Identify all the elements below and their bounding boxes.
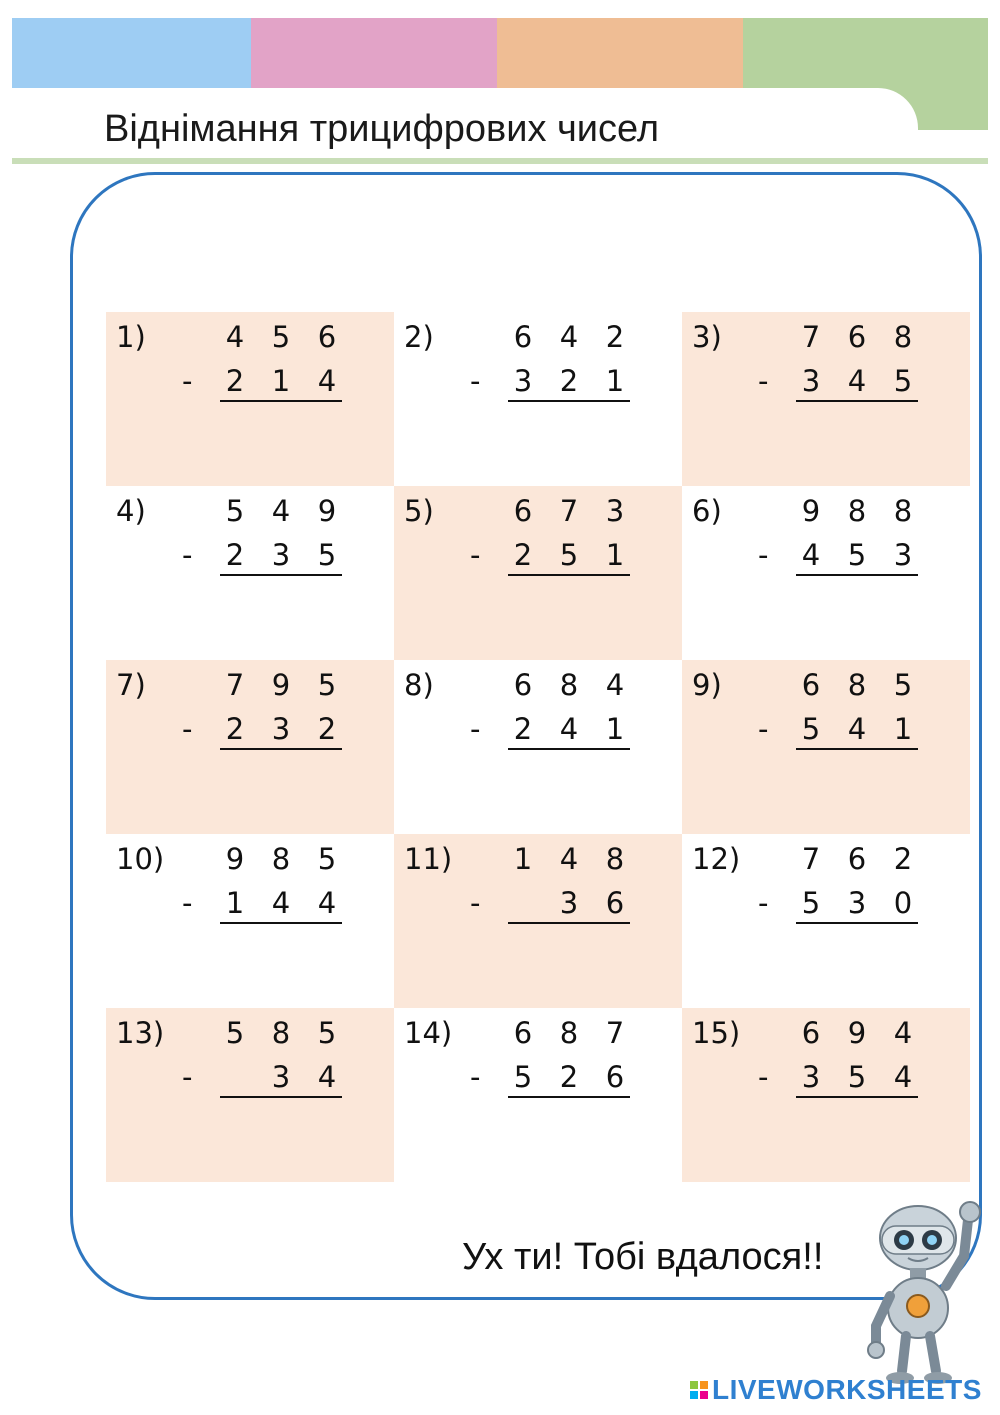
problem-number: 10) bbox=[116, 842, 165, 876]
minuend bbox=[796, 668, 918, 702]
problem-cell bbox=[106, 486, 394, 660]
minuend-digit: 7 bbox=[801, 320, 821, 354]
subtrahend-digit: 5 bbox=[317, 538, 337, 572]
subtrahend-digit: 1 bbox=[605, 712, 625, 746]
minuend-digit: 7 bbox=[801, 842, 821, 876]
minuend-digit: 5 bbox=[271, 320, 291, 354]
subtrahend-digit: 3 bbox=[559, 886, 579, 920]
subtrahend-digit: 5 bbox=[513, 1060, 533, 1094]
minuend-digit: 8 bbox=[271, 842, 291, 876]
header-strip-pink bbox=[251, 18, 497, 88]
minuend-digit: 9 bbox=[847, 1016, 867, 1050]
minuend bbox=[220, 1016, 342, 1050]
minuend bbox=[508, 842, 630, 876]
problem-cell bbox=[682, 660, 970, 834]
minuend-digit: 8 bbox=[893, 320, 913, 354]
subtrahend bbox=[508, 1060, 630, 1098]
subtrahend-digit: 0 bbox=[893, 886, 913, 920]
problem-cell bbox=[394, 1008, 682, 1182]
minuend bbox=[220, 494, 342, 528]
subtrahend-digit: 4 bbox=[847, 712, 867, 746]
minuend-digit: 9 bbox=[801, 494, 821, 528]
subtrahend-digit: 2 bbox=[225, 538, 245, 572]
page-title: Віднімання трицифрових чисел bbox=[104, 108, 660, 150]
minuend-digit: 2 bbox=[893, 842, 913, 876]
problem-number: 6) bbox=[692, 494, 722, 528]
problem-number: 13) bbox=[116, 1016, 165, 1050]
minus-sign: - bbox=[470, 538, 481, 572]
minuend-digit: 5 bbox=[317, 1016, 337, 1050]
minuend bbox=[220, 668, 342, 702]
minus-sign: - bbox=[182, 538, 193, 572]
minuend bbox=[508, 320, 630, 354]
minuend-digit: 4 bbox=[559, 842, 579, 876]
minus-sign: - bbox=[470, 712, 481, 746]
subtrahend bbox=[508, 886, 630, 924]
subtrahend-digit: 5 bbox=[847, 1060, 867, 1094]
minus-sign: - bbox=[182, 886, 193, 920]
problem-cell bbox=[394, 660, 682, 834]
subtrahend bbox=[508, 364, 630, 402]
subtrahend-digit: 4 bbox=[317, 364, 337, 398]
problem-cell bbox=[394, 834, 682, 1008]
subtrahend bbox=[796, 1060, 918, 1098]
minus-sign: - bbox=[182, 712, 193, 746]
subtrahend-digit: 4 bbox=[317, 1060, 337, 1094]
problem-number: 15) bbox=[692, 1016, 741, 1050]
minus-sign: - bbox=[758, 712, 769, 746]
subtrahend-digit: 2 bbox=[225, 712, 245, 746]
problem-cell bbox=[106, 834, 394, 1008]
minus-sign: - bbox=[182, 1060, 193, 1094]
minuend bbox=[796, 842, 918, 876]
minus-sign: - bbox=[470, 886, 481, 920]
subtrahend-digit: 2 bbox=[513, 538, 533, 572]
subtrahend-digit: 6 bbox=[605, 886, 625, 920]
minuend-digit: 4 bbox=[559, 320, 579, 354]
minuend bbox=[508, 494, 630, 528]
problem-number: 9) bbox=[692, 668, 722, 702]
subtrahend-digit: 4 bbox=[893, 1060, 913, 1094]
minuend-digit: 6 bbox=[801, 1016, 821, 1050]
problem-cell bbox=[682, 834, 970, 1008]
subtrahend-digit: 2 bbox=[317, 712, 337, 746]
minuend-digit: 4 bbox=[225, 320, 245, 354]
problem-cell bbox=[394, 312, 682, 486]
minuend-digit: 2 bbox=[605, 320, 625, 354]
subtrahend-digit bbox=[220, 1060, 250, 1094]
subtrahend-digit: 4 bbox=[847, 364, 867, 398]
minuend-digit: 9 bbox=[225, 842, 245, 876]
subtrahend bbox=[796, 712, 918, 750]
minuend-digit: 8 bbox=[893, 494, 913, 528]
minuend-digit: 8 bbox=[559, 668, 579, 702]
minuend-digit: 4 bbox=[271, 494, 291, 528]
problem-cell bbox=[682, 312, 970, 486]
problem-number: 3) bbox=[692, 320, 722, 354]
subtrahend-digit bbox=[508, 886, 538, 920]
problem-number: 12) bbox=[692, 842, 741, 876]
problem-number: 8) bbox=[404, 668, 434, 702]
problem-number: 2) bbox=[404, 320, 434, 354]
problem-grid bbox=[106, 312, 970, 1182]
minuend-digit: 5 bbox=[317, 668, 337, 702]
subtrahend bbox=[220, 364, 342, 402]
minuend-digit: 9 bbox=[271, 668, 291, 702]
problem-cell bbox=[106, 1008, 394, 1182]
minuend-digit: 6 bbox=[513, 494, 533, 528]
subtrahend-digit: 3 bbox=[271, 1060, 291, 1094]
minuend bbox=[220, 842, 342, 876]
liveworksheets-logo-text: LIVEWORKSHEETS bbox=[712, 1374, 982, 1405]
footer-message: Ух ти! Тобі вдалося!! bbox=[462, 1236, 824, 1278]
subtrahend-digit: 3 bbox=[801, 364, 821, 398]
minuend-digit: 6 bbox=[317, 320, 337, 354]
problem-cell bbox=[106, 312, 394, 486]
minuend-digit: 1 bbox=[513, 842, 533, 876]
minuend-digit: 7 bbox=[559, 494, 579, 528]
problem-number: 14) bbox=[404, 1016, 453, 1050]
minuend-digit: 7 bbox=[225, 668, 245, 702]
minus-sign: - bbox=[470, 1060, 481, 1094]
minuend bbox=[508, 1016, 630, 1050]
minuend-digit: 4 bbox=[605, 668, 625, 702]
minus-sign: - bbox=[470, 364, 481, 398]
problem-number: 4) bbox=[116, 494, 146, 528]
subtrahend-digit: 1 bbox=[893, 712, 913, 746]
minuend bbox=[796, 1016, 918, 1050]
subtrahend-digit: 3 bbox=[801, 1060, 821, 1094]
liveworksheets-logo-icon bbox=[690, 1381, 708, 1399]
minuend-digit: 5 bbox=[317, 842, 337, 876]
problem-number: 1) bbox=[116, 320, 146, 354]
minus-sign: - bbox=[758, 364, 769, 398]
subtrahend-digit: 5 bbox=[847, 538, 867, 572]
problem-cell bbox=[394, 486, 682, 660]
subtrahend bbox=[508, 712, 630, 750]
minuend-digit: 3 bbox=[605, 494, 625, 528]
subtrahend-digit: 2 bbox=[559, 1060, 579, 1094]
header-strip-orange bbox=[497, 18, 743, 88]
subtrahend-digit: 1 bbox=[271, 364, 291, 398]
minuend-digit: 8 bbox=[847, 668, 867, 702]
subtrahend-digit: 5 bbox=[801, 712, 821, 746]
minuend-digit: 6 bbox=[513, 668, 533, 702]
minuend-digit: 6 bbox=[801, 668, 821, 702]
problem-cell bbox=[682, 1008, 970, 1182]
minuend-digit: 7 bbox=[605, 1016, 625, 1050]
robot-mascot-icon bbox=[846, 1196, 986, 1386]
subtrahend-digit: 3 bbox=[513, 364, 533, 398]
minuend-digit: 5 bbox=[225, 494, 245, 528]
minuend-digit: 6 bbox=[513, 1016, 533, 1050]
subtrahend-digit: 6 bbox=[605, 1060, 625, 1094]
minus-sign: - bbox=[758, 538, 769, 572]
minuend-digit: 9 bbox=[317, 494, 337, 528]
minuend-digit: 8 bbox=[559, 1016, 579, 1050]
subtrahend-digit: 4 bbox=[271, 886, 291, 920]
subtrahend-digit: 3 bbox=[847, 886, 867, 920]
liveworksheets-logo[interactable] bbox=[690, 1374, 982, 1406]
subtrahend-digit: 4 bbox=[801, 538, 821, 572]
minuend-digit: 4 bbox=[893, 1016, 913, 1050]
minuend-digit: 6 bbox=[513, 320, 533, 354]
problem-number: 7) bbox=[116, 668, 146, 702]
minuend bbox=[508, 668, 630, 702]
problem-cell bbox=[682, 486, 970, 660]
title-underline bbox=[12, 158, 988, 164]
subtrahend-digit: 2 bbox=[513, 712, 533, 746]
subtrahend bbox=[508, 538, 630, 576]
subtrahend bbox=[796, 538, 918, 576]
subtrahend-digit: 4 bbox=[317, 886, 337, 920]
subtrahend-digit: 1 bbox=[605, 538, 625, 572]
subtrahend-digit: 1 bbox=[605, 364, 625, 398]
subtrahend-digit: 5 bbox=[893, 364, 913, 398]
subtrahend-digit: 1 bbox=[225, 886, 245, 920]
problem-number: 5) bbox=[404, 494, 434, 528]
minuend-digit: 5 bbox=[893, 668, 913, 702]
minus-sign: - bbox=[758, 1060, 769, 1094]
minuend bbox=[220, 320, 342, 354]
minus-sign: - bbox=[758, 886, 769, 920]
minus-sign: - bbox=[182, 364, 193, 398]
subtrahend-digit: 2 bbox=[225, 364, 245, 398]
subtrahend-digit: 3 bbox=[893, 538, 913, 572]
header-strip-blue bbox=[12, 18, 251, 88]
problem-cell bbox=[106, 660, 394, 834]
subtrahend bbox=[220, 712, 342, 750]
subtrahend bbox=[796, 364, 918, 402]
subtrahend-digit: 5 bbox=[801, 886, 821, 920]
subtrahend bbox=[220, 538, 342, 576]
subtrahend-digit: 2 bbox=[559, 364, 579, 398]
subtrahend bbox=[796, 886, 918, 924]
subtrahend-digit: 4 bbox=[559, 712, 579, 746]
minuend-digit: 8 bbox=[271, 1016, 291, 1050]
minuend-digit: 8 bbox=[847, 494, 867, 528]
subtrahend-digit: 3 bbox=[271, 538, 291, 572]
minuend-digit: 6 bbox=[847, 320, 867, 354]
minuend bbox=[796, 320, 918, 354]
minuend-digit: 8 bbox=[605, 842, 625, 876]
subtrahend bbox=[220, 1060, 342, 1098]
problem-number: 11) bbox=[404, 842, 453, 876]
subtrahend bbox=[220, 886, 342, 924]
minuend-digit: 5 bbox=[225, 1016, 245, 1050]
minuend bbox=[796, 494, 918, 528]
subtrahend-digit: 3 bbox=[271, 712, 291, 746]
minuend-digit: 6 bbox=[847, 842, 867, 876]
subtrahend-digit: 5 bbox=[559, 538, 579, 572]
